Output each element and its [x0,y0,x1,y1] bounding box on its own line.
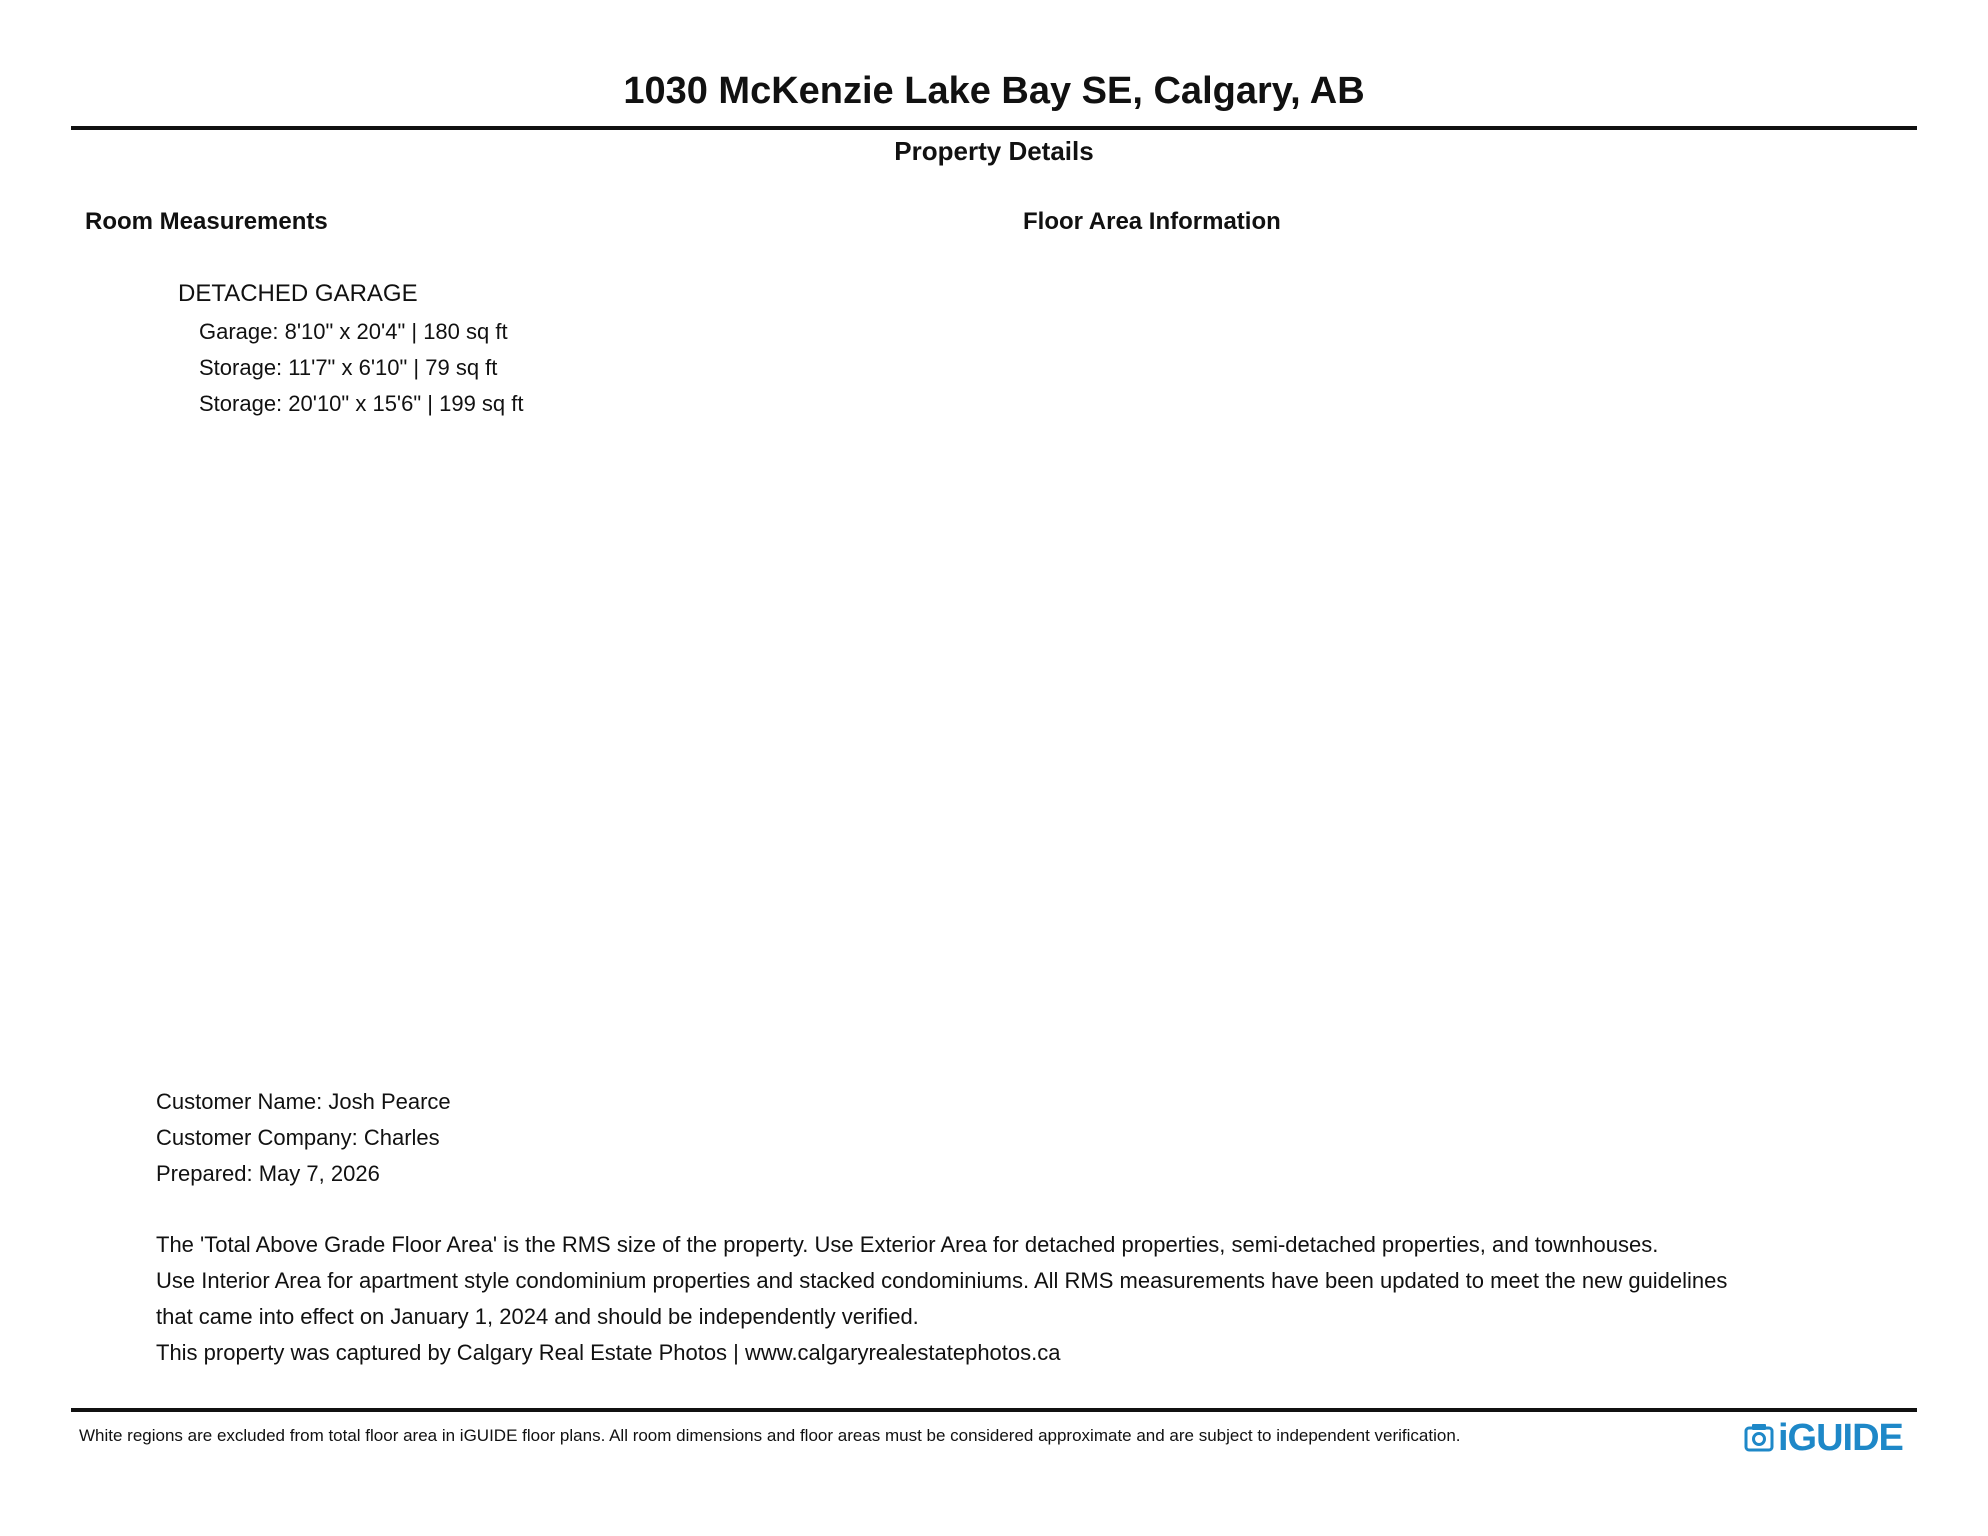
room-item: Storage: 11'7" x 6'10" | 79 sq ft [199,355,498,380]
floor-name: DETACHED GARAGE [178,280,418,307]
note-line: This property was captured by Calgary Real Estate Photos | www.calgaryrealestatephotos.ca [156,1340,1061,1365]
room-item: Garage: 8'10" x 20'4" | 180 sq ft [199,319,508,344]
note-line: Use Interior Area for apartment style condominium properties and stacked condominiums. All RMS measurements have been updated to meet the new guidelines [156,1268,1728,1293]
iguide-logo [1744,1418,1903,1458]
notes-block [156,1227,1916,1371]
page-title: 1030 McKenzie Lake Bay SE, Calgary, AB [623,70,1365,112]
footer-divider [71,1408,1917,1412]
floor-area-heading: Floor Area Information [1023,208,1281,235]
header-divider [71,126,1917,130]
prepared-date: Prepared: May 7, 2026 [156,1161,380,1186]
iguide-camera-icon [1744,1423,1774,1453]
note-line: The 'Total Above Grade Floor Area' is the RMS size of the property. Use Exterior Area for detached properties, semi-detached properties, and townhouses. [156,1232,1659,1257]
customer-info [156,1084,451,1192]
page-subtitle: Property Details [894,136,1094,166]
room-measurements-heading: Room Measurements [85,208,328,235]
customer-name: Customer Name: Josh Pearce [156,1089,451,1114]
customer-company: Customer Company: Charles [156,1125,440,1150]
note-line: that came into effect on January 1, 2024 and should be independently verified. [156,1304,919,1329]
room-list [199,314,524,422]
iguide-logo-text: iGUIDE [1778,1417,1903,1459]
room-item: Storage: 20'10" x 15'6" | 199 sq ft [199,391,524,416]
footer-disclaimer: White regions are excluded from total floor area in iGUIDE floor plans. All room dimensions and floor areas must be considered approximate and are subject to independent verification. [79,1426,1461,1445]
